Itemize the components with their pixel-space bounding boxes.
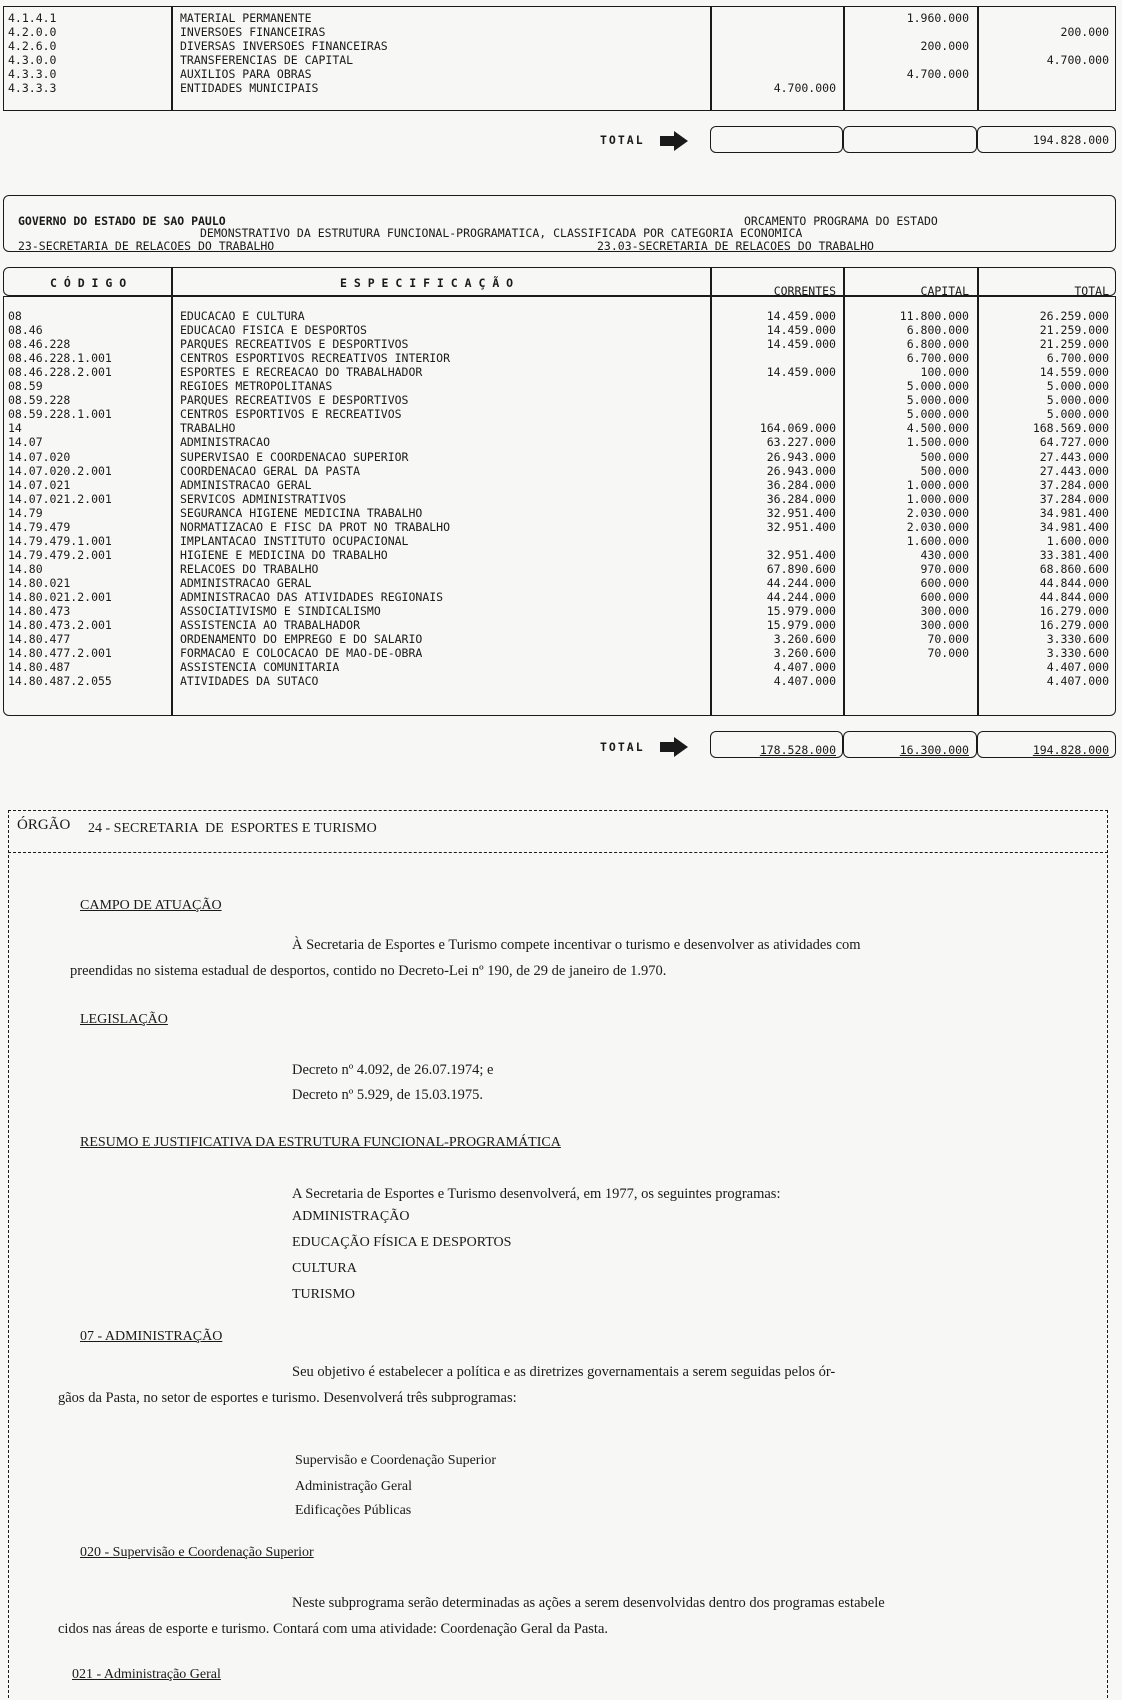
row-capital: 1.960.000 — [906, 11, 969, 25]
total-box-correntes — [710, 126, 843, 153]
secretaria-right: 23.03-SECRETARIA DE RELACOES DO TRABALHO — [597, 239, 874, 253]
row-code: 4.2.6.0 — [8, 39, 57, 53]
row-specification: ESPORTES E RECREACAO DO TRABALHADOR — [180, 365, 423, 380]
total-label: TOTAL — [600, 133, 645, 147]
row-capital: 2.030.000 — [906, 505, 969, 520]
subprogram-item: Edificações Públicas — [295, 1503, 412, 1518]
row-code: 14.79 — [8, 505, 43, 520]
row-capital: 500.000 — [920, 463, 969, 478]
row-specification: PARQUES RECREATIVOS E DESPORTIVOS — [180, 337, 409, 352]
row-capital: 970.000 — [920, 561, 969, 576]
legislacao-1: Decreto nº 4.092, de 26.07.1974; e — [292, 1062, 494, 1078]
row-capital: 4.700.000 — [906, 67, 969, 81]
row-correntes: 67.890.600 — [766, 561, 836, 576]
row-specification: ADMINISTRACAO DAS ATIVIDADES REGIONAIS — [180, 590, 444, 604]
row-total: 68.860.600 — [1039, 561, 1109, 576]
row-correntes: 26.943.000 — [766, 463, 836, 478]
row-capital: 70.000 — [927, 632, 969, 647]
row-code: 14.80.473 — [8, 604, 71, 619]
header-codigo: C Ó D I G O — [50, 276, 127, 290]
row-capital: 430.000 — [920, 547, 969, 562]
row-capital: 5.000.000 — [906, 393, 969, 408]
row-total: 3.330.600 — [1046, 646, 1109, 661]
row-capital: 5.000.000 — [906, 407, 969, 422]
supervisao-heading: 020 - Supervisão e Coordenação Superior — [80, 1545, 314, 1560]
header-correntes: CORRENTES — [773, 284, 836, 298]
top-col-divider — [710, 6, 712, 111]
row-total: 26.259.000 — [1039, 309, 1109, 323]
row-specification: IMPLANTACAO INSTITUTO OCUPACIONAL — [180, 533, 409, 548]
row-correntes: 164.069.000 — [759, 421, 836, 436]
row-total: 34.981.400 — [1039, 505, 1109, 520]
row-correntes: 14.459.000 — [766, 337, 836, 352]
resumo-text: A Secretaria de Esportes e Turismo desenvolverá, em 1977, os seguintes programas: — [292, 1186, 781, 1202]
row-code: 14.07.020.2.001 — [8, 463, 112, 478]
row-code: 14.80.477 — [8, 632, 71, 647]
row-specification: ADMINISTRACAO GERAL — [180, 575, 312, 590]
row-capital: 1.000.000 — [906, 491, 969, 506]
subprogram-item: Administração Geral — [295, 1479, 413, 1494]
row-total: 44.844.000 — [1039, 575, 1109, 590]
row-code: 14.80.021 — [8, 575, 71, 590]
row-correntes: 36.284.000 — [766, 477, 836, 492]
row-code: 08.46.228.1.001 — [8, 351, 112, 366]
row-capital: 300.000 — [920, 604, 969, 619]
row-capital: 11.800.000 — [899, 309, 969, 323]
row-code: 4.1.4.1 — [8, 11, 57, 25]
row-total: 200.000 — [1060, 25, 1109, 39]
row-capital: 70.000 — [927, 646, 969, 661]
row-total: 64.727.000 — [1039, 435, 1109, 450]
row-correntes: 4.407.000 — [773, 660, 836, 675]
campo-text-1: À Secretaria de Esportes e Turismo compete incentivar o turismo e desenvolver as atividades com — [292, 937, 861, 953]
row-code: 4.3.0.0 — [8, 53, 57, 67]
supervisao-text-1: Neste subprograma serão determinadas as ações a serem desenvolvidas dentro dos programas estabele — [292, 1595, 885, 1611]
row-code: 14.07 — [8, 435, 43, 450]
row-total: 5.000.000 — [1046, 393, 1109, 408]
program-item: CULTURA — [292, 1261, 357, 1276]
row-correntes: 15.979.000 — [766, 618, 836, 633]
row-specification: EDUCACAO FISICA E DESPORTOS — [180, 323, 367, 338]
program-item: TURISMO — [292, 1287, 356, 1302]
row-total: 168.569.000 — [1032, 421, 1109, 436]
row-specification: HIGIENE E MEDICINA DO TRABALHO — [180, 547, 388, 562]
row-specification: TRABALHO — [180, 421, 236, 436]
report-subtitle: DEMONSTRATIVO DA ESTRUTURA FUNCIONAL-PROGRAMATICA, CLASSIFICADA POR CATEGORIA ECONOMICA — [200, 226, 803, 240]
row-specification: NORMATIZACAO E FISC DA PROT NO TRABALHO — [180, 519, 451, 534]
orgao-divider — [8, 852, 1108, 853]
budget-title: ORCAMENTO PROGRAMA DO ESTADO — [744, 214, 938, 228]
row-total: 6.700.000 — [1046, 351, 1109, 366]
row-total: 4.407.000 — [1046, 674, 1109, 689]
row-code: 4.2.0.0 — [8, 25, 57, 39]
campo-text-2: preendidas no sistema estadual de desportos, contido no Decreto-Lei nº 190, de 29 de janeiro de 1.970. — [70, 963, 667, 979]
row-capital: 1.000.000 — [906, 477, 969, 492]
row-correntes: 3.260.600 — [773, 632, 836, 647]
row-capital: 4.500.000 — [906, 421, 969, 436]
government-title: GOVERNO DO ESTADO DE SAO PAULO — [18, 214, 226, 228]
row-capital: 200.000 — [920, 39, 969, 53]
row-total: 27.443.000 — [1039, 449, 1109, 464]
row-specification: ASSOCIATIVISMO E SINDICALISMO — [180, 604, 381, 619]
supervisao-text-2: cidos nas áreas de esporte e turismo. Contará com uma atividade: Coordenação Geral da Pasta. — [58, 1621, 609, 1637]
row-total: 4.700.000 — [1046, 53, 1109, 67]
resumo-heading: RESUMO E JUSTIFICATIVA DA ESTRUTURA FUNCIONAL-PROGRAMÁTICA — [80, 1135, 561, 1150]
administracao-text-2: gãos da Pasta, no setor de esportes e turismo. Desenvolverá três subprogramas: — [58, 1390, 517, 1406]
row-code: 14.07.020 — [8, 449, 71, 464]
row-total: 21.259.000 — [1039, 337, 1109, 352]
row-code: 08.59 — [8, 379, 43, 394]
row-specification: CENTROS ESPORTIVOS RECREATIVOS INTERIOR — [180, 351, 451, 366]
row-capital: 6.800.000 — [906, 337, 969, 352]
row-capital: 1.500.000 — [906, 435, 969, 450]
row-code: 14.07.021.2.001 — [8, 491, 112, 506]
total-box-capital — [843, 126, 977, 153]
row-correntes: 26.943.000 — [766, 449, 836, 464]
arrow-right-icon — [660, 131, 688, 155]
orgao-label: ÓRGÃO — [17, 817, 71, 833]
row-total: 16.279.000 — [1039, 604, 1109, 619]
orgao-title: 24 - SECRETARIA DE ESPORTES E TURISMO — [88, 821, 377, 836]
row-code: 14.07.021 — [8, 477, 71, 492]
row-specification: MATERIAL PERMANENTE — [180, 11, 312, 25]
row-code: 4.3.3.3 — [8, 81, 57, 95]
row-code: 14.79.479.1.001 — [8, 533, 112, 548]
row-total: 21.259.000 — [1039, 323, 1109, 338]
total-total: 194.828.000 — [1032, 743, 1109, 757]
row-correntes: 14.459.000 — [766, 309, 836, 323]
program-item: ADMINISTRAÇÃO — [292, 1209, 410, 1224]
row-capital: 600.000 — [920, 575, 969, 590]
row-capital: 100.000 — [920, 365, 969, 380]
row-total: 1.600.000 — [1046, 533, 1109, 548]
row-code: 4.3.3.0 — [8, 67, 57, 81]
row-capital: 5.000.000 — [906, 379, 969, 394]
header-total: TOTAL — [1074, 284, 1109, 298]
row-code: 14.80.487 — [8, 660, 71, 675]
row-specification: ADMINISTRACAO GERAL — [180, 477, 312, 492]
row-correntes: 36.284.000 — [766, 491, 836, 506]
secretaria-left: 23-SECRETARIA DE RELACOES DO TRABALHO — [18, 239, 275, 253]
row-specification: ASSISTENCIA COMUNITARIA — [180, 660, 340, 675]
row-total: 33.381.400 — [1039, 547, 1109, 562]
row-code: 14 — [8, 421, 22, 436]
administracao-text-1: Seu objetivo é estabelecer a política e as diretrizes governamentais a serem seguidas pelos ór- — [292, 1364, 836, 1380]
program-item: EDUCAÇÃO FÍSICA E DESPORTOS — [292, 1235, 512, 1250]
total-label: TOTAL — [600, 740, 645, 754]
row-code: 14.80.021.2.001 — [8, 590, 112, 604]
row-total: 14.559.000 — [1039, 365, 1109, 380]
row-correntes: 15.979.000 — [766, 604, 836, 619]
arrow-right-icon — [660, 737, 688, 761]
row-total: 16.279.000 — [1039, 618, 1109, 633]
row-specification: PARQUES RECREATIVOS E DESPORTIVOS — [180, 393, 409, 408]
campo-heading: CAMPO DE ATUAÇÃO — [80, 898, 222, 913]
row-total: 27.443.000 — [1039, 463, 1109, 478]
row-capital: 500.000 — [920, 449, 969, 464]
row-specification: RELACOES DO TRABALHO — [180, 561, 319, 576]
row-code: 14.80.473.2.001 — [8, 618, 112, 633]
row-specification: ASSISTENCIA AO TRABALHADOR — [180, 618, 361, 633]
row-correntes: 3.260.600 — [773, 646, 836, 661]
total-value: 194.828.000 — [1032, 133, 1109, 147]
header-especificacao: E S P E C I F I C A Ç Ã O — [340, 276, 514, 290]
top-col-divider — [171, 6, 173, 111]
row-total: 3.330.600 — [1046, 632, 1109, 647]
row-specification: CENTROS ESPORTIVOS E RECREATIVOS — [180, 407, 402, 422]
legislacao-heading: LEGISLAÇÃO — [80, 1012, 168, 1027]
row-specification: FORMACAO E COLOCACAO DE MAO-DE-OBRA — [180, 646, 423, 661]
row-specification: ORDENAMENTO DO EMPREGO E DO SALARIO — [180, 632, 423, 647]
row-correntes: 63.227.000 — [766, 435, 836, 450]
row-specification: SUPERVISAO E COORDENACAO SUPERIOR — [180, 449, 409, 464]
row-specification: COORDENACAO GERAL DA PASTA — [180, 463, 361, 478]
row-code: 08.46.228.2.001 — [8, 365, 112, 380]
row-code: 08.59.228.1.001 — [8, 407, 112, 422]
row-specification: TRANSFERENCIAS DE CAPITAL — [180, 53, 354, 67]
row-specification: SEGURANCA HIGIENE MEDICINA TRABALHO — [180, 505, 423, 520]
row-capital: 6.700.000 — [906, 351, 969, 366]
row-total: 37.284.000 — [1039, 491, 1109, 506]
row-specification: REGIOES METROPOLITANAS — [180, 379, 333, 394]
row-capital: 2.030.000 — [906, 519, 969, 534]
row-specification: SERVICOS ADMINISTRATIVOS — [180, 491, 347, 506]
row-specification: ADMINISTRACAO — [180, 435, 271, 450]
row-correntes: 44.244.000 — [766, 590, 836, 604]
row-capital: 6.800.000 — [906, 323, 969, 338]
row-correntes: 44.244.000 — [766, 575, 836, 590]
row-correntes: 32.951.400 — [766, 505, 836, 520]
row-code: 14.80.487.2.055 — [8, 674, 112, 689]
administracao-heading: 07 - ADMINISTRAÇÃO — [80, 1329, 223, 1344]
row-specification: ATIVIDADES DA SUTACO — [180, 674, 319, 689]
row-specification: EDUCACAO E CULTURA — [180, 309, 305, 323]
legislacao-2: Decreto nº 5.929, de 15.03.1975. — [292, 1087, 483, 1103]
row-correntes: 14.459.000 — [766, 365, 836, 380]
administracao-geral-heading: 021 - Administração Geral — [72, 1667, 221, 1682]
row-code: 08.59.228 — [8, 393, 71, 408]
total-capital: 16.300.000 — [899, 743, 969, 757]
row-total: 5.000.000 — [1046, 407, 1109, 422]
row-total: 37.284.000 — [1039, 477, 1109, 492]
row-total: 34.981.400 — [1039, 519, 1109, 534]
row-total: 5.000.000 — [1046, 379, 1109, 394]
row-correntes: 4.700.000 — [773, 81, 836, 95]
row-correntes: 4.407.000 — [773, 674, 836, 689]
row-correntes: 32.951.400 — [766, 519, 836, 534]
header-capital: CAPITAL — [920, 284, 969, 298]
row-code: 08.46 — [8, 323, 43, 338]
row-total: 4.407.000 — [1046, 660, 1109, 675]
row-specification: INVERSOES FINANCEIRAS — [180, 25, 326, 39]
t2-col-divider — [171, 267, 173, 716]
row-code: 14.79.479 — [8, 519, 71, 534]
row-capital: 300.000 — [920, 618, 969, 633]
row-specification: AUXILIOS PARA OBRAS — [180, 67, 312, 81]
row-code: 14.80.477.2.001 — [8, 646, 112, 661]
row-total: 44.844.000 — [1039, 590, 1109, 604]
row-code: 14.80 — [8, 561, 43, 576]
row-specification: ENTIDADES MUNICIPAIS — [180, 81, 319, 95]
total-correntes: 178.528.000 — [759, 743, 836, 757]
row-code: 08 — [8, 309, 22, 323]
row-code: 14.79.479.2.001 — [8, 547, 112, 562]
subprogram-item: Supervisão e Coordenação Superior — [295, 1453, 496, 1468]
row-code: 08.46.228 — [8, 337, 71, 352]
row-correntes: 32.951.400 — [766, 547, 836, 562]
row-specification: DIVERSAS INVERSOES FINANCEIRAS — [180, 39, 388, 53]
row-correntes: 14.459.000 — [766, 323, 836, 338]
row-capital: 1.600.000 — [906, 533, 969, 548]
row-capital: 600.000 — [920, 590, 969, 604]
